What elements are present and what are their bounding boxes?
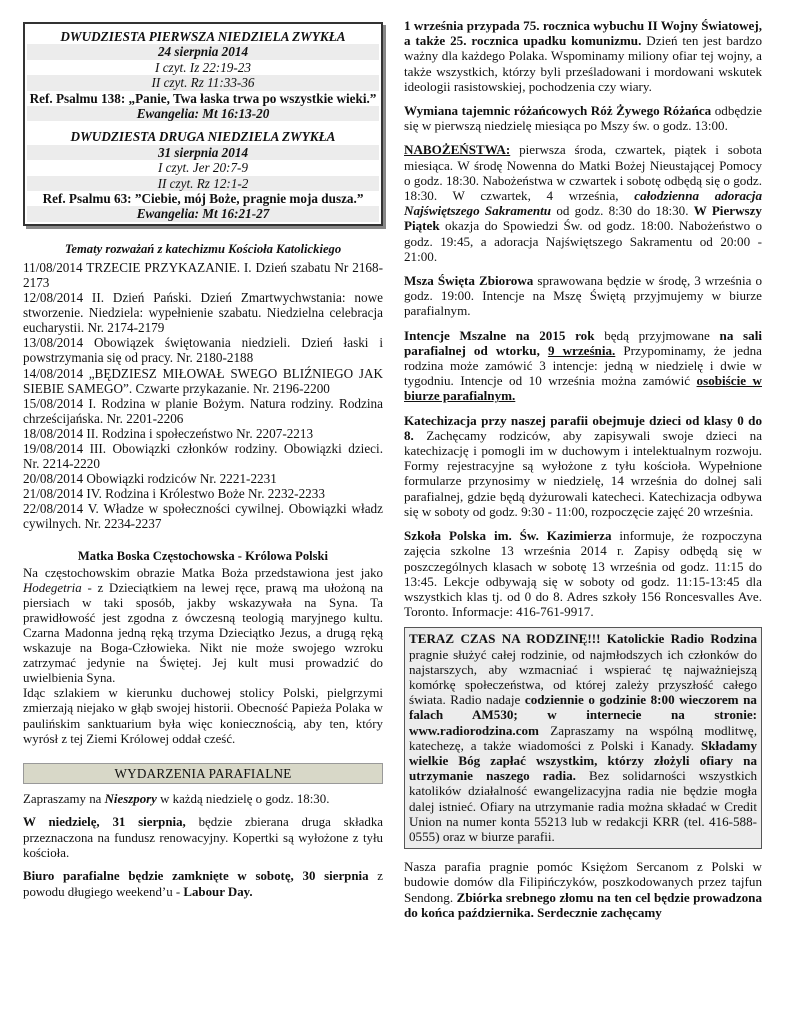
event-vespers: Zapraszamy na Nieszpory w każdą niedzielę o godz. 18:30. [23, 791, 330, 806]
madonna-paragraph-2: Idąc szlakiem w kierunku duchowej stolicy Polski, pielgrzymi zmierzają niejako w głąb swojej historii. Obecność Papieża Polaka w paulińskim sanktuarium była więc koniecznością, aby ten, który wyrósł z tej Ziemi Królowej oddał cześć. [23, 686, 383, 746]
mass-intentions-notice: Intencje Mszalne na 2015 rok będą przyjmowane na sali parafialnej od wtorku, 9 września. Przypominamy, że jedna rodzina może zamówić 3 intencje: jedną w niedzielę i dwie w tygodniu. Intencje od 10 września można zamówić osobiście w biurze parafialnym. [404, 327, 762, 404]
catechism-entry: 21/08/2014 IV. Rodzina i Królestwo Boże Nr. 2232-2233 [23, 486, 325, 502]
sunday1-title: DWUDZIESTA PIERWSZA NIEDZIELA ZWYKŁA [60, 29, 346, 44]
catechism-entry: 15/08/2014 I. Rodzina w planie Bożym. Natura rodziny. Rodzina chrześcijańska. Nr. 2201-2206 [23, 395, 383, 426]
sunday2-date: 31 sierpnia 2014 [27, 145, 379, 160]
catechism-title: Tematy rozważań z katechizmu Kościoła Katolickiego [64, 241, 342, 256]
sunday1-psalm: Ref. Psalmu 138: „Panie, Twa łaska trwa po wszystkie wieki.” [29, 90, 377, 106]
catechism-entry: 11/08/2014 TRZECIE PRZYKAZANIE. I. Dzień szabatu Nr 2168-2173 [23, 259, 383, 290]
sunday1-gospel: Ewangelia: Mt 16:13-20 [27, 106, 379, 121]
catechism-entry: 12/08/2014 II. Dzień Pański. Dzień Zmartwychwstania: nowe stworzenie. Niedziela: wypełnienie szabatu. Niedzielna celebracja eucharystii. Nr. 2174-2179 [23, 290, 383, 336]
devotions-notice: NABOŻEŃSTWA: pierwsza środa, czwartek, piątek i sobota miesiąca. W środę Nowenna do Matki Bożej Nieustającej Pomocy o godz. 18:30. Nabożeństwa w czwartek i sobotę odbędą się o godz. 18:30. W czwartek, 4 września, całodzienna adoracja Najświętszego Sakramentu od godz. 8:30 do 18:30. W Pierwszy Piątek okazja do Spowiedzi Św. od godz. 18:00. Nabożeństwo o godz. 19:45, a adoracja Najświętszego Sakramentu od 20:00 - 21:00. [404, 142, 762, 264]
catechism-list [23, 260, 383, 532]
catechism-entry: 14/08/2014 „BĘDZIESZ MIŁOWAŁ SWEGO BLIŹNIEGO JAK SIEBIE SAMEGO”. Czwarte przykazanie. Nr. 2196-2200 [23, 365, 383, 396]
left-column [23, 22, 383, 900]
madonna-title: Matka Boska Częstochowska - Królowa Polski [77, 548, 329, 563]
sunday2-psalm: Ref. Psalmu 63: ”Ciebie, mój Boże, pragnie moja dusza.” [42, 191, 364, 207]
radio-rodzina-box: TERAZ CZAS NA RODZINĘ!!! Katolickie Radio Rodzina pragnie służyć całej rodzinie, od najmłodszych ich członków do najstarszych, aby wzmacniać i wspierać tę najważniejszą komórkę społeczeństwa, od której zależy przyszłość całego świata. Radio nadaje codziennie o godzinie 8:00 wieczorem na falach AM530; w internecie na stronie: www.radiorodzina.com Zapraszamy na wspólną modlitwę, katechezę, a także wiadomości z Polski i Kanady. Składamy wielkie Bóg zapłać wszystkim, którzy złożyli ofiary na utrzymanie naszego radia. Bez solidarności wszystkich katolików działalność ewangelizacyjna radia nie będzie mogła dalej istnieć. Ofiary na utrzymanie radia można składać w Credit Union na numer konta 55213 lub w redakcji KRR (tel. 416-588-0555) oraz w biurze parafii. [404, 627, 762, 849]
parish-events-banner: WYDARZENIA PARAFIALNE [23, 763, 383, 784]
catechism-entry: 18/08/2014 II. Rodzina i społeczeństwo Nr. 2207-2213 [23, 425, 314, 441]
sunday2-gospel: Ewangelia: Mt 16:21-27 [27, 206, 379, 221]
madonna-paragraph-1: Na częstochowskim obrazie Matka Boża przedstawiona jest jako Hodegetria - z Dzieciątkiem na lewej ręce, prawą ma ułożoną na piersiach w taki sposób, jakby wskazywała na Syna. Ta prawidłowość jest zgodna z ówczesną teologią maryjnego kultu. Czarna Madonna jedną ręką trzyma Dzieciątko Jezus, a drugą ręką wskazuje na Boga-Człowieka. Nikt nie może swojego wzroku zatrzymać jedynie na Świętej. Jej kult musi prowadzić do uwielbienia Syna. [23, 565, 383, 686]
sunday2-reading2: II czyt. Rz 12:1-2 [27, 176, 379, 191]
polish-school-notice: Szkoła Polska im. Św. Kazimierza informuje, że rozpoczyna zajęcia szkolne 13 września 2014 r. Zapisy odbędą się w poszczególnych klasach w sobotę 13 września od godz. 11:15 do 13:45. Lekcje odbywają się w soboty od godz. 11:15-13:45 dla wszystkich klas tj. od 0 do 8. Adres szkoły 156 Roncesvalles Ave. Toronto. Informacje: 416-761-9917. [404, 528, 762, 620]
sunday1-reading1: I czyt. Iz 22:19-23 [155, 59, 251, 75]
sunday1-date: 24 sierpnia 2014 [27, 44, 379, 59]
rosary-notice: Wymiana tajemnic różańcowych Róż Żywego Różańca odbędzie się w pierwszą niedzielę miesiąca po Mszy św. o godz. 13:00. [404, 103, 762, 134]
sunday2-reading1: I czyt. Jer 20:7-9 [157, 160, 249, 176]
anniversary-notice: 1 września przypada 75. rocznica wybuchu II Wojny Światowej, a także 25. rocznica upadku komunizmu. Dzień ten jest bardzo ważny dla każdego Polaka. Wspominamy miliony ofiar tej wojny, a także wszystkich, którzy byli prześladowani i mordowani wskutek ideologii rasistowskiej, pochodzenia czy wiary. [404, 18, 762, 94]
sunday2-title: DWUDZIESTA DRUGA NIEDZIELA ZWYKŁA [70, 129, 336, 145]
catechism-entry: 19/08/2014 III. Obowiązki członków rodziny. Obowiązki dzieci. Nr. 2214-2220 [23, 441, 383, 472]
event-second-collection: W niedzielę, 31 sierpnia, będzie zbierana druga składka przeznaczona na fundusz renowacyjny. Kopertki są wyłożone z tyłu kościoła. [23, 815, 383, 860]
catechism-entry: 22/08/2014 V. Władze w społeczności cywilnej. Obowiązki władz cywilnych. Nr. 2234-2237 [23, 501, 383, 532]
philippines-aid-notice: Nasza parafia pragnie pomóc Księżom Sercanom z Polski w budowie domów dla Filipińczyków, poszkodowanych przez tajfun Sendong. Zbiórka srebnego złomu na ten cel będzie prowadzona do końca października. Serdecznie zachęcamy [404, 859, 763, 920]
sunday-readings-box [23, 22, 383, 226]
event-office-closed: Biuro parafialne będzie zamknięte w sobotę, 30 sierpnia z powodu długiego weekend’u - Labour Day. [23, 869, 383, 899]
catechesis-notice: Katechizacja przy naszej parafii obejmuje dzieci od klasy 0 do 8. Zachęcamy rodziców, aby zapisywali swoje dzieci na katechizację i pomogli im w duchowym i intelektualnym rozwoju. Formy rejestracyjne są wyłożone z tyłu kościoła. Wypełnione formularze przynosimy w niedzielę, 14 września do dolnej sali parafialnej, gdzie będą dyżurowali katecheci. Katechizacja odbywa się w soboty od godz. 9:30 - 11:00, rozpoczęcie zajęć 20 września. [404, 412, 762, 519]
catechism-entry: 20/08/2014 Obowiązki rodziców Nr. 2221-2231 [23, 471, 277, 487]
collective-mass-notice: Msza Święta Zbiorowa sprawowana będzie w środę, 3 września o godz. 19:00. Intencje na Mszę Świętą przyjmujemy w biurze parafialnym. [404, 273, 762, 319]
right-column [404, 18, 762, 929]
sunday1-reading2: II czyt. Rz 11:33-36 [27, 75, 379, 90]
catechism-entry: 13/08/2014 Obowiązek świętowania niedzieli. Dzień łaski i powstrzymania się od pracy. Nr. 2180-2188 [23, 335, 383, 366]
